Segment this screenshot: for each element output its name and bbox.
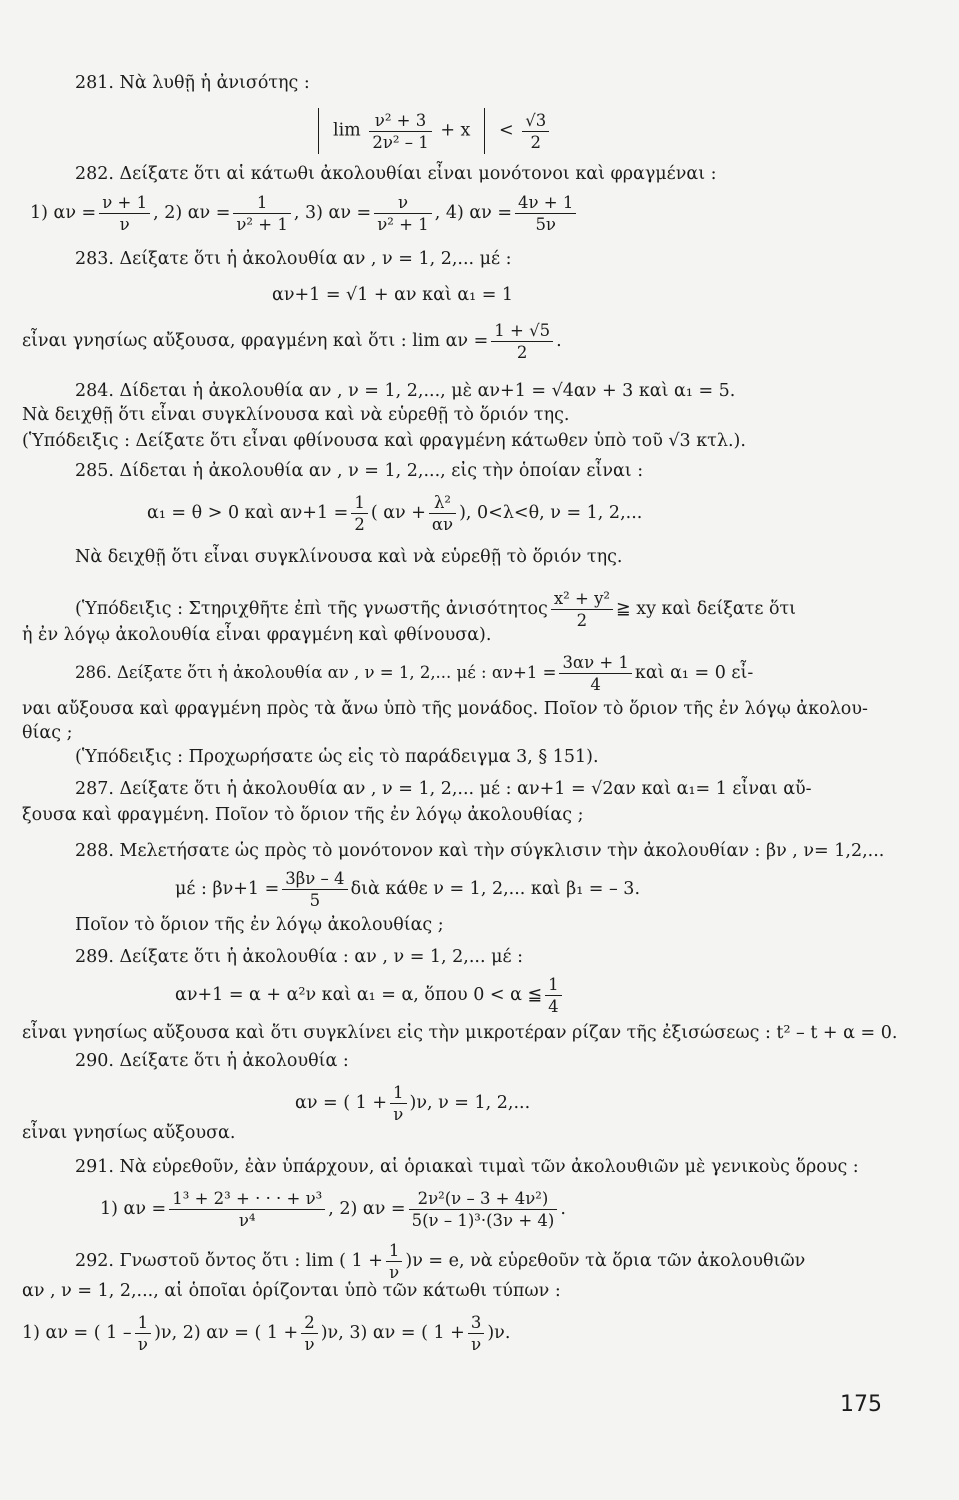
lim-label: lim — [332, 120, 361, 141]
exercise-292-sequences: 1) αν = ( 1 – $\frac{1}{\nu}$ )ν, 2) αν = ( 1 + $\frac{2}{\nu}$ )ν, 3) αν = ( 1 + $\frac{3}{\nu}$ )ν. — [22, 1313, 511, 1354]
exercise-286-statement: 286. Δείξατε ὅτι ἡ ἀκολουθία αν , ν = 1, 2,... μέ : αν+1 = $\frac{3\alpha\nu + 1}{4}$ καὶ α₁ = 0 εἶ- — [75, 653, 754, 694]
exercise-289-recurrence: αν+1 = α + α²ν καὶ α₁ = α, ὅπου 0 < α ≦ $\frac{1}{4}$ — [175, 974, 565, 1017]
exercise-283-limit: εἶναι γνησίως αὔξουσα, φραγμένη καὶ ὅτι : lim αν = $\frac{1 + √5}{2}$ . — [22, 321, 562, 362]
exercise-289-conclusion: εἶναι γνησίως αὔξουσα καὶ ὅτι συγκλίνει εἰς τὴν μικροτέραν ρίζαν τῆς ἐξισώσεως : t² – t + α = 0. — [22, 1023, 898, 1043]
less-than: < — [498, 120, 514, 141]
exercise-286-question-cont: θίας ; — [22, 723, 73, 743]
exercise-285-hint: (Ὑπόδειξις : Στηριχθῆτε ἐπὶ τῆς γνωστῆς ἀνισότητος $\frac{\text{x² + y²}}{2}$ ≧ xy καὶ δείξατε ὅτι — [75, 589, 797, 630]
exercise-284-hint: (Ὑπόδειξις : Δείξατε ὅτι εἶναι φθίνουσα καὶ φραγμένη κάτωθεν ὑπὸ τοῦ √3 κτλ.). — [22, 431, 746, 451]
fraction: $\frac{\text{ν² + 3}}{\text{2ν² – 1}}$ — [369, 110, 431, 153]
exercise-290-statement: 290. Δείξατε ὅτι ἡ ἀκολουθία : — [75, 1051, 349, 1071]
exercise-283-recurrence: αν+1 = √1 + αν καὶ α₁ = 1 — [272, 285, 514, 305]
exercise-285-recurrence: α₁ = θ > 0 καὶ αν+1 = $\frac{1}{2}$ ( αν + $\frac{\text{λ²}}{\alpha\nu}$ ), 0<λ<θ, ν = 1, 2,... — [147, 493, 643, 534]
exercise-286-question: ναι αὔξουσα καὶ φραγμένη πρὸς τὰ ἄνω ὑπὸ τῆς μονάδος. Ποῖον τὸ ὅριον τῆς ἐν λόγῳ ἀκολου- — [22, 699, 868, 719]
exercise-288-question: Ποῖον τὸ ὅριον τῆς ἐν λόγῳ ἀκολουθίας ; — [75, 915, 444, 935]
exercise-281-statement: 281. Νὰ λυθῇ ἡ ἀνισότης : — [75, 73, 310, 93]
exercise-285-statement: 285. Δίδεται ἡ ἀκολουθία αν , ν = 1, 2,..., εἰς τὴν ὁποίαν εἶναι : — [75, 461, 644, 481]
exercise-282-sequences: 1) αν = $\frac{\nu + 1}{\nu}$ , 2) αν = $\frac{1}{\text{ν² + 1}}$ , 3) αν = $\frac{\nu}{\text{ν² + 1}}$ , 4) αν = $\frac{4\nu + 1}{5\nu}$ — [30, 192, 579, 235]
exercise-288-statement: 288. Μελετήσατε ὡς πρὸς τὸ μονότονον καὶ τὴν σύγκλισιν τὴν ἀκολουθίαν : βν , ν= 1,2,... — [75, 841, 885, 861]
exercise-286-hint: (Ὑπόδειξις : Προχωρήσατε ὡς εἰς τὸ παράδειγμα 3, § 151). — [75, 747, 599, 767]
exercise-288-recurrence: μέ : βν+1 = $\frac{3\beta\nu - 4}{5}$ διὰ κάθε ν = 1, 2,... καὶ β₁ = – 3. — [175, 869, 641, 910]
exercise-284-question: Νὰ δειχθῇ ὅτι εἶναι συγκλίνουσα καὶ νὰ εὑρεθῇ τὸ ὅριόν της. — [22, 405, 570, 425]
abs-bar-right — [484, 108, 485, 154]
exercise-281-inequality — [310, 108, 552, 154]
abs-bar-left — [318, 108, 319, 154]
plus-x: + x — [440, 120, 471, 141]
exercise-291-statement: 291. Νὰ εὑρεθοῦν, ἐὰν ὑπάρχουν, αἱ ὁριακαὶ τιμαὶ τῶν ἀκολουθιῶν μὲ γενικοὺς ὅρους : — [75, 1157, 859, 1177]
page-number: 175 — [840, 1392, 882, 1417]
exercise-282-statement: 282. Δείξατε ὅτι αἱ κάτωθι ἀκολουθίαι εἶναι μονότονοι καὶ φραγμέναι : — [75, 164, 717, 184]
exercise-285-question: Νὰ δειχθῇ ὅτι εἶναι συγκλίνουσα καὶ νὰ εὑρεθῇ τὸ ὅριόν της. — [75, 547, 623, 567]
exercise-284-statement: 284. Δίδεται ἡ ἀκολουθία αν , ν = 1, 2,..., μὲ αν+1 = √4αν + 3 καὶ α₁ = 5. — [75, 381, 736, 401]
exercise-291-sequences: 1) αν = $\frac{\text{1³ + 2³ + · · · + ν³}}{\text{ν⁴}}$ , 2) αν = $\frac{\text{2ν²(ν – 3 + 4ν²)}}{\text{5(ν – 1)³·(3ν + 4)}}$ . — [100, 1189, 566, 1230]
exercise-292-question: αν , ν = 1, 2,..., αἱ ὁποῖαι ὁρίζονται ὑπὸ τῶν κάτωθι τύπων : — [22, 1281, 561, 1301]
exercise-289-statement: 289. Δείξατε ὅτι ἡ ἀκολουθία : αν , ν = 1, 2,... μέ : — [75, 947, 524, 967]
exercise-285-hint-cont: ἡ ἐν λόγῳ ἀκολουθία εἶναι φραγμένη καὶ φθίνουσα). — [22, 625, 492, 645]
exercise-287-statement: 287. Δείξατε ὅτι ἡ ἀκολουθία αν , ν = 1, 2,... μέ : αν+1 = √2αν καὶ α₁= 1 εἶναι αὔ- — [75, 779, 812, 799]
exercise-292-statement: 292. Γνωστοῦ ὄντος ὅτι : lim ( 1 + $\frac{1}{\nu}$ )ν = e, νὰ εὑρεθοῦν τὰ ὅρια τῶν ἀκολουθιῶν — [75, 1241, 806, 1282]
exercise-283-statement: 283. Δείξατε ὅτι ἡ ἀκολουθία αν , ν = 1, 2,... μέ : — [75, 249, 512, 269]
fraction: $\frac{√3}{2}$ — [522, 110, 549, 153]
exercise-290-sequence: αν = ( 1 + $\frac{1}{\nu}$ )ν, ν = 1, 2,... — [295, 1083, 531, 1124]
exercise-287-question: ξουσα καὶ φραγμένη. Ποῖον τὸ ὅριον τῆς ἐν λόγῳ ἀκολουθίας ; — [22, 805, 584, 825]
exercise-290-conclusion: εἶναι γνησίως αὔξουσα. — [22, 1123, 236, 1143]
